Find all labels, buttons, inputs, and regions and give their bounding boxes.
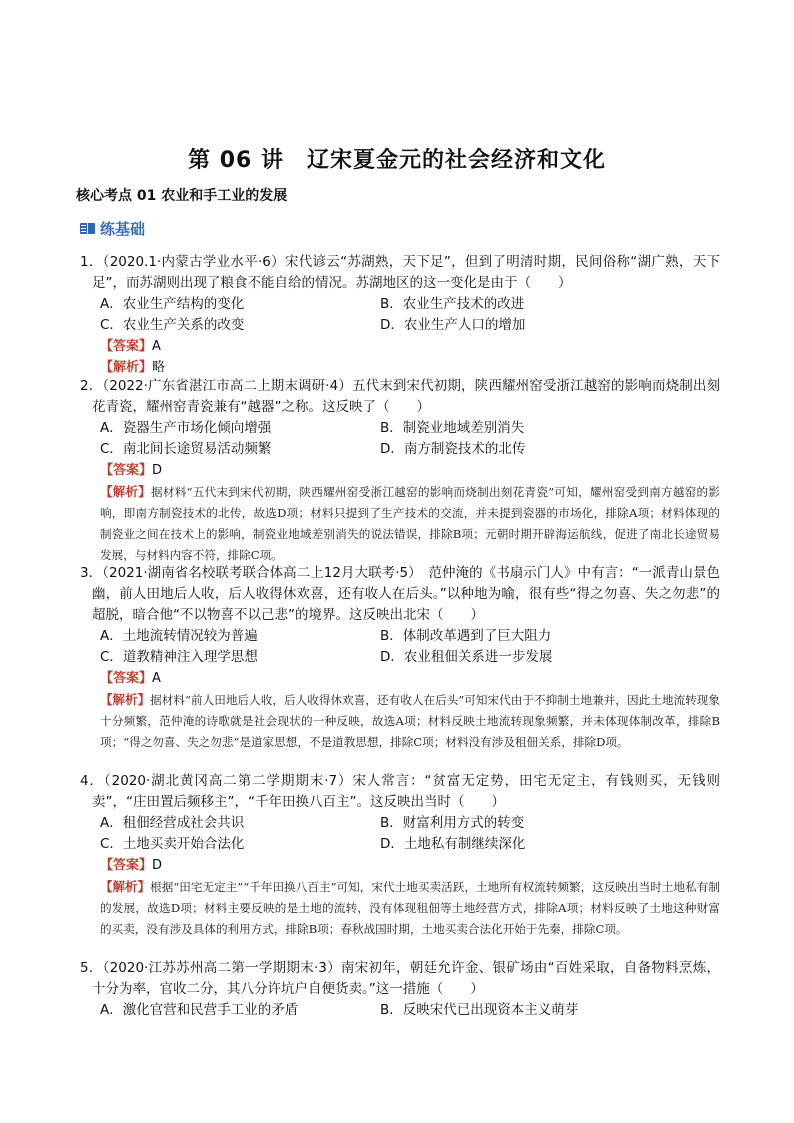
answer-value: A: [152, 671, 161, 686]
analysis-tag: 【解析】: [100, 692, 151, 707]
option-b: B．制瓷业地域差别消失: [380, 420, 525, 436]
section-label: 练基础: [100, 220, 146, 238]
option-b: B．农业生产技术的改进: [380, 296, 525, 312]
option-c: C．农业生产关系的改变: [100, 317, 245, 333]
topic-heading: 核心考点 01 农业和手工业的发展: [76, 188, 288, 204]
question-stem: 5．（2020·江苏苏州高二第一学期期末·3）南宋初年，朝廷允许金、银矿场由“百姓采取，自备物料烹炼，十分为率，官收二分，其八分许坑户自便货卖。”这一措施（ ）: [80, 960, 720, 997]
question-options: [80, 1000, 720, 1021]
question-options: [80, 418, 720, 460]
question-stem: 4．（2020·湖北黄冈高二第二学期期末·7）宋人常言：“贫富无定势，田宅无定主，有钱则买，无钱则卖”，“庄田置后频移主”，“千年田换八百主”。这反映出当时（ ）: [80, 773, 720, 810]
option-a: A．瓷器生产市场化倾向增强: [100, 420, 272, 436]
option-a: A．租佃经营成社会共识: [100, 815, 245, 831]
analysis-text: 【解析】根据“田宅无定主”“千年田换八百主”可知，宋代土地买卖活跃，土地所有权流转频繁，这反映出当时土地私有制的发展，故选D项；材料主要反映的是土地的流转，没有体现租佃等土地经营方式，排除A项；材料反映了土地这种财富的买卖，没有涉及具体的利用方式，排除B项；春秋战国时期，土地买卖合法化开始于先秦，排除C项。: [100, 879, 721, 936]
option-d: D．农业生产人口的增加: [380, 317, 526, 333]
question-options: [80, 626, 720, 668]
option-d: D．农业租佃关系进一步发展: [380, 649, 553, 665]
analysis-text: 【解析】据材料“前人田地后人收，后人收得休欢喜，还有收人在后头”可知宋代由于不抑制土地兼并，因此土地流转现象十分频繁，范仲淹的诗歌就是社会现状的一种反映，故选A项；材料反映土地流转现象频繁，并未体现体制改革，排除B项；“得之勿喜、失之勿悲”是道家思想，不是道教思想，排除C项；材料没有涉及租佃关系，排除D项。: [100, 692, 720, 749]
question-2: [80, 376, 720, 566]
analysis-text: 【解析】据材料“五代末到宋代初期，陕西耀州窑受浙江越窑的影响而烧制出刻花青瓷”可知，耀州窑受到南方越窑的影响，即南方制瓷技术的北传，故选D项；材料只提到了生产技术的交流，并未提到瓷器的市场化，排除A项；材料体现的制瓷业之间在技术上的影响，制瓷业地域差别消失的说法错误，排除B项；元朝时期开辟海运航线，促进了南北长途贸易发展，与材料内容不符，排除C项。: [100, 484, 720, 562]
answer-row: [80, 855, 720, 876]
answer-row: [80, 668, 720, 689]
answer-row: [80, 460, 720, 481]
question-4: [80, 771, 720, 940]
option-a: A．激化官营和民营手工业的矛盾: [100, 1002, 299, 1018]
answer-tag: 【答案】: [100, 858, 153, 873]
option-d: D．土地私有制继续深化: [380, 836, 526, 852]
analysis-row: [80, 357, 720, 378]
question-5: [80, 958, 720, 1021]
answer-tag: 【答案】: [100, 463, 153, 478]
question-options: [80, 813, 720, 855]
answer-tag: 【答案】: [100, 671, 153, 686]
question-3: [80, 563, 720, 753]
answer-tag: 【答案】: [100, 339, 153, 354]
answer-value: D: [152, 858, 163, 873]
answer-value: A: [152, 339, 161, 354]
section-heading: [80, 218, 145, 239]
option-b: B．体制改革遇到了巨大阻力: [380, 628, 552, 644]
option-b: B．财富利用方式的转变: [380, 815, 525, 831]
page-title: 第 06 讲 辽宋夏金元的社会经济和文化: [188, 148, 606, 173]
option-c: C．道教精神注入理学思想: [100, 649, 258, 665]
question-1: [80, 252, 720, 378]
option-d: D．南方制瓷技术的北传: [380, 441, 526, 457]
question-stem: 3．（2021·湖南省名校联考联合体高二上12月大联考·5） 范仲淹的《书扇示门人》中有言：“一派青山景色幽，前人田地后人收，后人收得休欢喜，还有收人在后头。”以种地为喻，很有些“得之勿喜、失之勿悲”的超脱，暗合他“不以物喜不以己悲”的境界。这反映出北宋（ ）: [80, 565, 720, 623]
option-c: C．南北间长途贸易活动频繁: [100, 441, 272, 457]
option-a: A．农业生产结构的变化: [100, 296, 245, 312]
question-stem: 2．（2022·广东省湛江市高二上期末调研·4）五代末到宋代初期，陕西耀州窑受浙江越窑的影响而烧制出刻花青瓷，耀州窑青瓷兼有“越器”之称。这反映了（ ）: [80, 378, 720, 415]
option-b: B．反映宋代已出现资本主义萌芽: [380, 1002, 579, 1018]
question-options: [80, 294, 720, 336]
book-icon: [80, 222, 95, 235]
analysis-tag: 【解析】: [100, 484, 152, 499]
analysis-tag: 【解析】: [100, 360, 153, 375]
analysis-text: 略: [152, 360, 166, 375]
analysis-tag: 【解析】: [100, 879, 151, 894]
option-a: A．土地流转情况较为普遍: [100, 628, 258, 644]
answer-value: D: [152, 463, 163, 478]
answer-row: [80, 336, 720, 357]
question-stem: 1．（2020.1·内蒙古学业水平·6）宋代谚云“苏湖熟，天下足”，但到了明清时期，民间俗称“湖广熟，天下足”，而苏湖则出现了粮食不能自给的情况。苏湖地区的这一变化是由于（ ）: [80, 254, 720, 291]
option-c: C．土地买卖开始合法化: [100, 836, 245, 852]
